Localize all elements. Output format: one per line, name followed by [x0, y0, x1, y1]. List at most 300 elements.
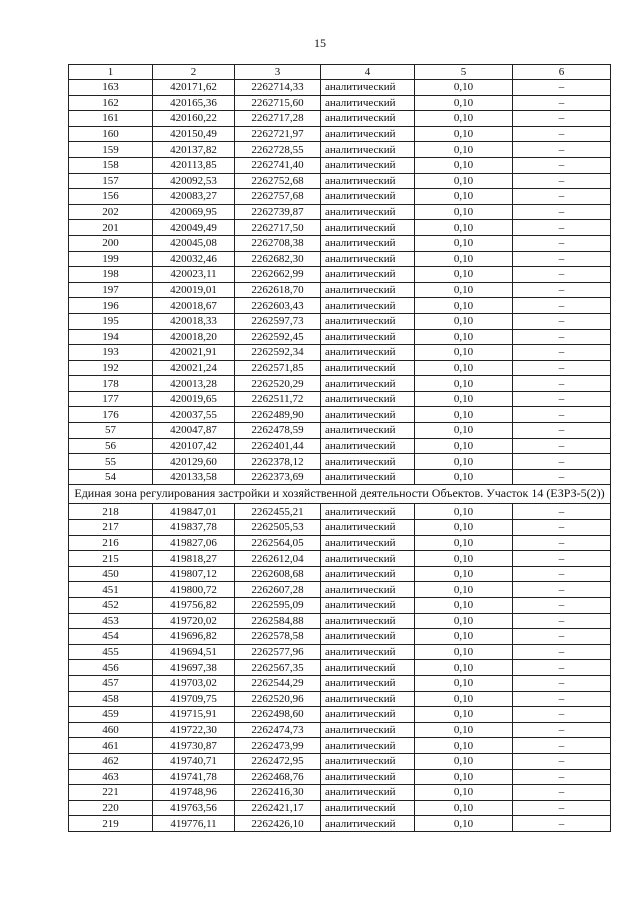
table-cell: 456: [69, 660, 153, 676]
table-cell: 216: [69, 535, 153, 551]
table-row: [69, 282, 611, 298]
table-row: [69, 582, 611, 598]
table-cell: 420160,22: [153, 111, 235, 127]
table-cell: аналитический: [321, 691, 415, 707]
table-cell: –: [513, 298, 611, 314]
table-row: [69, 753, 611, 769]
table-row: [69, 660, 611, 676]
table-cell: 0,10: [415, 220, 513, 236]
table-cell: –: [513, 660, 611, 676]
table-cell: 420137,82: [153, 142, 235, 158]
table-cell: –: [513, 282, 611, 298]
table-cell: 194: [69, 329, 153, 345]
table-cell: 0,10: [415, 189, 513, 205]
table-cell: 2262752,68: [235, 173, 321, 189]
table-cell: аналитический: [321, 391, 415, 407]
table-cell: аналитический: [321, 535, 415, 551]
table-cell: 0,10: [415, 313, 513, 329]
table-cell: 420049,49: [153, 220, 235, 236]
table-cell: 419800,72: [153, 582, 235, 598]
table-cell: 419776,11: [153, 816, 235, 832]
table-cell: 0,10: [415, 126, 513, 142]
table-cell: 420107,42: [153, 438, 235, 454]
table-row: [69, 111, 611, 127]
table-cell: 457: [69, 675, 153, 691]
table-row: [69, 707, 611, 723]
table-cell: 215: [69, 551, 153, 567]
table-cell: 420113,85: [153, 157, 235, 173]
table-cell: 0,10: [415, 551, 513, 567]
table-cell: аналитический: [321, 598, 415, 614]
table-cell: 2262741,40: [235, 157, 321, 173]
table-cell: аналитический: [321, 360, 415, 376]
section-heading-row: [69, 485, 611, 504]
table-cell: –: [513, 251, 611, 267]
table-cell: аналитический: [321, 157, 415, 173]
table-cell: 162: [69, 95, 153, 111]
table-cell: 420013,28: [153, 376, 235, 392]
table-row: [69, 800, 611, 816]
table-cell: 199: [69, 251, 153, 267]
table-cell: аналитический: [321, 644, 415, 660]
table-cell: –: [513, 769, 611, 785]
table-cell: 2262584,88: [235, 613, 321, 629]
table-cell: –: [513, 80, 611, 96]
table-cell: 0,10: [415, 629, 513, 645]
table-cell: 161: [69, 111, 153, 127]
table-cell: –: [513, 551, 611, 567]
table-cell: 419847,01: [153, 504, 235, 520]
table-cell: –: [513, 738, 611, 754]
table-cell: 2262715,60: [235, 95, 321, 111]
table-row: [69, 598, 611, 614]
table-cell: –: [513, 235, 611, 251]
table-row: [69, 142, 611, 158]
table-row: [69, 644, 611, 660]
table-cell: 419740,71: [153, 753, 235, 769]
table-cell: 2262478,59: [235, 423, 321, 439]
table-row: [69, 551, 611, 567]
table-cell: –: [513, 644, 611, 660]
table-cell: –: [513, 520, 611, 536]
column-header: 3: [235, 65, 321, 80]
table-cell: –: [513, 598, 611, 614]
table-row: [69, 360, 611, 376]
table-cell: 420045,08: [153, 235, 235, 251]
table-cell: 2262577,96: [235, 644, 321, 660]
table-row: [69, 454, 611, 470]
table-cell: 2262597,73: [235, 313, 321, 329]
table-cell: 0,10: [415, 675, 513, 691]
table-cell: аналитический: [321, 707, 415, 723]
table-cell: 419696,82: [153, 629, 235, 645]
table-cell: 0,10: [415, 95, 513, 111]
table-cell: 0,10: [415, 644, 513, 660]
table-cell: 218: [69, 504, 153, 520]
table-row: [69, 738, 611, 754]
table-cell: аналитический: [321, 80, 415, 96]
table-cell: 2262421,17: [235, 800, 321, 816]
table-cell: 0,10: [415, 267, 513, 283]
table-cell: 420047,87: [153, 423, 235, 439]
table-cell: аналитический: [321, 173, 415, 189]
table-cell: 0,10: [415, 800, 513, 816]
table-cell: –: [513, 142, 611, 158]
table-cell: –: [513, 111, 611, 127]
table-cell: 2262520,96: [235, 691, 321, 707]
table-cell: 160: [69, 126, 153, 142]
table-cell: 2262564,05: [235, 535, 321, 551]
table-cell: аналитический: [321, 220, 415, 236]
table-cell: аналитический: [321, 251, 415, 267]
table-cell: –: [513, 504, 611, 520]
table-cell: 0,10: [415, 753, 513, 769]
table-cell: аналитический: [321, 438, 415, 454]
table-cell: 455: [69, 644, 153, 660]
table-cell: 0,10: [415, 251, 513, 267]
table-cell: 0,10: [415, 707, 513, 723]
table-row: [69, 423, 611, 439]
table-cell: 2262757,68: [235, 189, 321, 205]
table-cell: 0,10: [415, 566, 513, 582]
table-cell: 419818,27: [153, 551, 235, 567]
table-cell: аналитический: [321, 613, 415, 629]
table-row: [69, 438, 611, 454]
table-cell: 420150,49: [153, 126, 235, 142]
column-header: 1: [69, 65, 153, 80]
table-cell: –: [513, 391, 611, 407]
table-cell: 0,10: [415, 407, 513, 423]
table-cell: аналитический: [321, 629, 415, 645]
table-cell: 56: [69, 438, 153, 454]
table-row: [69, 391, 611, 407]
table-row: [69, 173, 611, 189]
table-cell: 419730,87: [153, 738, 235, 754]
table-cell: аналитический: [321, 111, 415, 127]
table-cell: 419837,78: [153, 520, 235, 536]
table-cell: 419720,02: [153, 613, 235, 629]
table-row: [69, 204, 611, 220]
table-cell: 0,10: [415, 423, 513, 439]
table-cell: –: [513, 535, 611, 551]
table-cell: 454: [69, 629, 153, 645]
table-cell: 462: [69, 753, 153, 769]
table-cell: –: [513, 189, 611, 205]
table-cell: 55: [69, 454, 153, 470]
table-cell: 0,10: [415, 80, 513, 96]
table-cell: 0,10: [415, 282, 513, 298]
table-cell: 2262511,72: [235, 391, 321, 407]
table-cell: 2262717,28: [235, 111, 321, 127]
table-cell: 419694,51: [153, 644, 235, 660]
table-cell: –: [513, 220, 611, 236]
table-cell: 420018,67: [153, 298, 235, 314]
table-cell: 177: [69, 391, 153, 407]
table-cell: 2262739,87: [235, 204, 321, 220]
table-cell: –: [513, 204, 611, 220]
table-cell: аналитический: [321, 142, 415, 158]
table-cell: 0,10: [415, 438, 513, 454]
table-cell: аналитический: [321, 469, 415, 485]
table-cell: 0,10: [415, 660, 513, 676]
table-cell: аналитический: [321, 660, 415, 676]
table-cell: 450: [69, 566, 153, 582]
table-cell: аналитический: [321, 551, 415, 567]
table-cell: 158: [69, 157, 153, 173]
table-cell: 178: [69, 376, 153, 392]
table-cell: аналитический: [321, 267, 415, 283]
table-cell: 0,10: [415, 598, 513, 614]
table-cell: 2262455,21: [235, 504, 321, 520]
table-row: [69, 566, 611, 582]
table-cell: –: [513, 675, 611, 691]
table-cell: 2262416,30: [235, 785, 321, 801]
table-cell: 198: [69, 267, 153, 283]
table-cell: 0,10: [415, 157, 513, 173]
table-cell: 2262592,34: [235, 345, 321, 361]
table-cell: 219: [69, 816, 153, 832]
table-row: [69, 675, 611, 691]
table-cell: 2262607,28: [235, 582, 321, 598]
table-cell: 451: [69, 582, 153, 598]
table-cell: 461: [69, 738, 153, 754]
table-cell: 197: [69, 282, 153, 298]
table-row: [69, 691, 611, 707]
table-cell: 220: [69, 800, 153, 816]
table-cell: 0,10: [415, 582, 513, 598]
table-cell: 2262618,70: [235, 282, 321, 298]
table-cell: 0,10: [415, 298, 513, 314]
table-header-row: [69, 65, 611, 80]
table-cell: 0,10: [415, 769, 513, 785]
table-cell: –: [513, 173, 611, 189]
table-cell: 0,10: [415, 360, 513, 376]
table-cell: 57: [69, 423, 153, 439]
table-row: [69, 629, 611, 645]
table-cell: 2262612,04: [235, 551, 321, 567]
table-cell: 0,10: [415, 785, 513, 801]
table-cell: аналитический: [321, 520, 415, 536]
table-cell: 2262571,85: [235, 360, 321, 376]
table-cell: 176: [69, 407, 153, 423]
table-cell: 202: [69, 204, 153, 220]
table-cell: 2262682,30: [235, 251, 321, 267]
column-header: 5: [415, 65, 513, 80]
table-row: [69, 298, 611, 314]
table-cell: 193: [69, 345, 153, 361]
table-cell: аналитический: [321, 376, 415, 392]
table-cell: 2262728,55: [235, 142, 321, 158]
section-heading-block: [69, 485, 611, 504]
table-cell: 2262472,95: [235, 753, 321, 769]
table-cell: –: [513, 469, 611, 485]
table-cell: аналитический: [321, 738, 415, 754]
table-cell: 2262721,97: [235, 126, 321, 142]
table-cell: 460: [69, 722, 153, 738]
table-cell: 0,10: [415, 504, 513, 520]
table-cell: 159: [69, 142, 153, 158]
table-cell: 2262520,29: [235, 376, 321, 392]
table-cell: 420023,11: [153, 267, 235, 283]
table-cell: –: [513, 613, 611, 629]
table-cell: 0,10: [415, 816, 513, 832]
table-cell: 463: [69, 769, 153, 785]
table-cell: –: [513, 785, 611, 801]
table-cell: 420037,55: [153, 407, 235, 423]
table-cell: –: [513, 629, 611, 645]
table-cell: аналитический: [321, 189, 415, 205]
table-cell: 195: [69, 313, 153, 329]
table-row: [69, 345, 611, 361]
table-cell: 0,10: [415, 345, 513, 361]
table-cell: 2262717,50: [235, 220, 321, 236]
table-cell: аналитический: [321, 454, 415, 470]
table-cell: 221: [69, 785, 153, 801]
table-cell: 452: [69, 598, 153, 614]
table-cell: 54: [69, 469, 153, 485]
table-cell: –: [513, 707, 611, 723]
table-cell: –: [513, 800, 611, 816]
table-cell: 0,10: [415, 235, 513, 251]
table-cell: 420019,65: [153, 391, 235, 407]
table-row: [69, 235, 611, 251]
table-cell: аналитический: [321, 566, 415, 582]
table-row: [69, 469, 611, 485]
table-cell: 2262426,10: [235, 816, 321, 832]
table-row: [69, 189, 611, 205]
table-cell: 420018,20: [153, 329, 235, 345]
table-cell: аналитический: [321, 816, 415, 832]
table-cell: 419807,12: [153, 566, 235, 582]
table-cell: аналитический: [321, 582, 415, 598]
table-cell: –: [513, 454, 611, 470]
table-cell: –: [513, 313, 611, 329]
table-row: [69, 407, 611, 423]
table-cell: 420092,53: [153, 173, 235, 189]
table-cell: 157: [69, 173, 153, 189]
table-cell: 0,10: [415, 329, 513, 345]
table-cell: 2262373,69: [235, 469, 321, 485]
table-cell: –: [513, 95, 611, 111]
table-cell: аналитический: [321, 800, 415, 816]
table-cell: –: [513, 157, 611, 173]
table-cell: 2262468,76: [235, 769, 321, 785]
column-header: 4: [321, 65, 415, 80]
table-cell: 419756,82: [153, 598, 235, 614]
table-cell: аналитический: [321, 235, 415, 251]
table-row: [69, 80, 611, 96]
table-cell: –: [513, 691, 611, 707]
table-cell: –: [513, 360, 611, 376]
table-cell: 2262592,45: [235, 329, 321, 345]
table-cell: 419748,96: [153, 785, 235, 801]
table-cell: аналитический: [321, 785, 415, 801]
table-cell: 2262544,29: [235, 675, 321, 691]
table-row: [69, 313, 611, 329]
table-cell: аналитический: [321, 282, 415, 298]
table-cell: 2262578,58: [235, 629, 321, 645]
table-cell: –: [513, 816, 611, 832]
table-cell: 420171,62: [153, 80, 235, 96]
table-cell: –: [513, 267, 611, 283]
table-cell: 420129,60: [153, 454, 235, 470]
table-cell: 419741,78: [153, 769, 235, 785]
table-cell: –: [513, 423, 611, 439]
table-row: [69, 535, 611, 551]
table-cell: аналитический: [321, 407, 415, 423]
table-body-points: [69, 65, 611, 485]
table-cell: 0,10: [415, 535, 513, 551]
table-cell: –: [513, 329, 611, 345]
table-cell: 2262603,43: [235, 298, 321, 314]
table-cell: 453: [69, 613, 153, 629]
table-cell: 420165,36: [153, 95, 235, 111]
table-cell: аналитический: [321, 753, 415, 769]
table-cell: 2262473,99: [235, 738, 321, 754]
table-row: [69, 95, 611, 111]
table-cell: 419703,02: [153, 675, 235, 691]
table-row: [69, 504, 611, 520]
table-cell: аналитический: [321, 298, 415, 314]
page-number: 15: [314, 36, 326, 50]
table-cell: 0,10: [415, 613, 513, 629]
table-cell: 192: [69, 360, 153, 376]
table-cell: 2262401,44: [235, 438, 321, 454]
table-row: [69, 613, 611, 629]
column-header: 6: [513, 65, 611, 80]
table-cell: 2262498,60: [235, 707, 321, 723]
table-cell: 2262714,33: [235, 80, 321, 96]
table-cell: аналитический: [321, 345, 415, 361]
table-row: [69, 329, 611, 345]
table-cell: 0,10: [415, 142, 513, 158]
table-cell: 420021,91: [153, 345, 235, 361]
table-cell: 196: [69, 298, 153, 314]
table-cell: 217: [69, 520, 153, 536]
table-cell: 419697,38: [153, 660, 235, 676]
table-cell: 419722,30: [153, 722, 235, 738]
table-cell: 420069,95: [153, 204, 235, 220]
table-row: [69, 722, 611, 738]
table-row: [69, 157, 611, 173]
table-cell: 420018,33: [153, 313, 235, 329]
table-cell: аналитический: [321, 204, 415, 220]
table-row: [69, 769, 611, 785]
table-cell: –: [513, 722, 611, 738]
table-cell: 420019,01: [153, 282, 235, 298]
table-cell: 0,10: [415, 111, 513, 127]
table-cell: 201: [69, 220, 153, 236]
column-header: 2: [153, 65, 235, 80]
table-cell: –: [513, 407, 611, 423]
table-cell: 459: [69, 707, 153, 723]
table-body-section-points: [69, 504, 611, 831]
table-cell: 2262489,90: [235, 407, 321, 423]
table-cell: –: [513, 566, 611, 582]
table-cell: 420032,46: [153, 251, 235, 267]
table-cell: аналитический: [321, 329, 415, 345]
table-cell: –: [513, 345, 611, 361]
table-cell: 0,10: [415, 469, 513, 485]
table-cell: 420133,58: [153, 469, 235, 485]
table-cell: 0,10: [415, 204, 513, 220]
table-cell: 0,10: [415, 454, 513, 470]
table-row: [69, 520, 611, 536]
table-cell: 420083,27: [153, 189, 235, 205]
table-cell: 200: [69, 235, 153, 251]
table-row: [69, 126, 611, 142]
table-cell: 0,10: [415, 520, 513, 536]
